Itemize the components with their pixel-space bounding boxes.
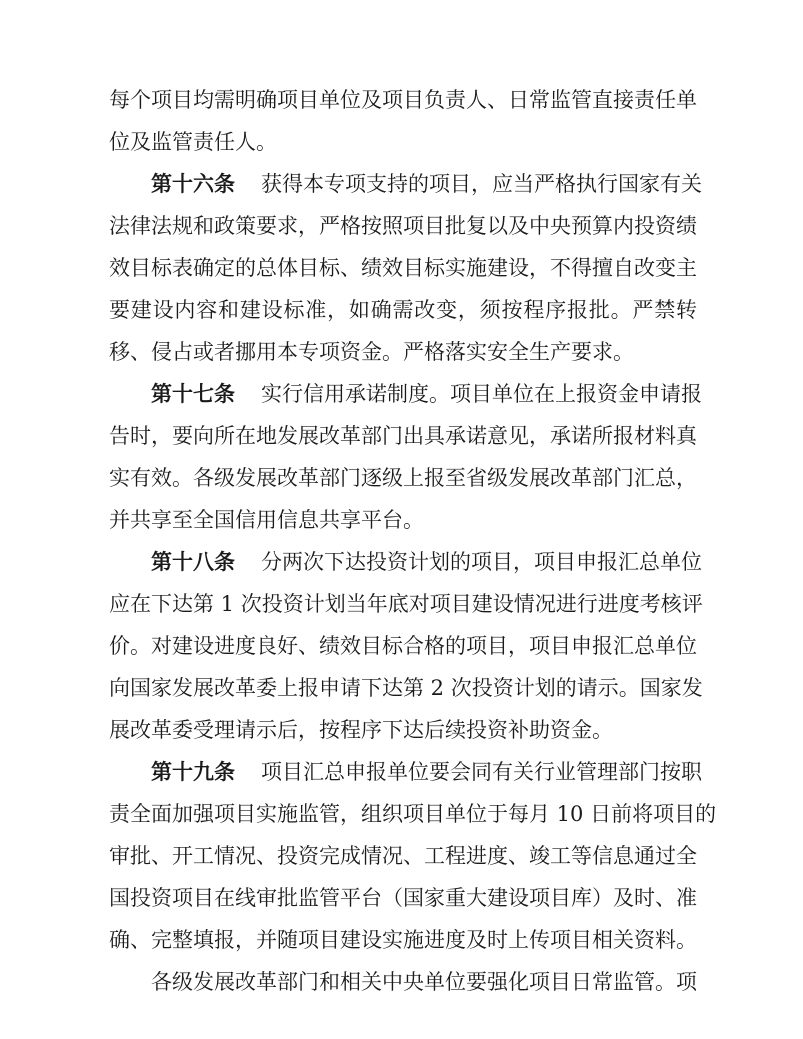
paragraph-line: 应在下达第 1 次投资计划当年底对项目建设情况进行进度考核评	[109, 592, 703, 616]
paragraph-line: 每个项目均需明确项目单位及项目负责人、日常监管直接责任单	[109, 88, 697, 112]
paragraph-line: 实有效。各级发展改革部门逐级上报至省级发展改革部门汇总，	[109, 466, 697, 490]
paragraph-line: 审批、开工情况、投资完成情况、工程进度、竣工等信息通过全	[109, 844, 697, 868]
paragraph-line: 各级发展改革部门和相关中央单位要强化项目日常监管。项	[151, 970, 697, 994]
paragraph-line: 要建设内容和建设标准，如确需改变，须按程序报批。严禁转	[109, 298, 697, 322]
paragraph-line: 法律法规和政策要求，严格按照项目批复以及中央预算内投资绩	[109, 214, 697, 238]
paragraph-line: 告时，要向所在地发展改革部门出具承诺意见，承诺所报材料真	[109, 424, 697, 448]
paragraph-line: 并共享至全国信用信息共享平台。	[109, 508, 424, 532]
article-19-label: 第十九条	[151, 760, 235, 784]
article-16-first-line	[151, 164, 702, 204]
paragraph-line: 确、完整填报，并随项目建设实施进度及时上传项目相关资料。	[109, 928, 697, 952]
paragraph-text: 实行信用承诺制度。项目单位在上报资金申请报	[261, 382, 702, 406]
paragraph-line: 移、侵占或者挪用本专项资金。严格落实安全生产要求。	[109, 340, 634, 364]
article-17-label: 第十七条	[151, 382, 235, 406]
paragraph-line: 向国家发展改革委上报申请下达第 2 次投资计划的请示。国家发	[109, 676, 703, 700]
paragraph-text: 项目汇总申报单位要会同有关行业管理部门按职	[261, 760, 702, 784]
article-16-label: 第十六条	[151, 172, 235, 196]
paragraph-text: 获得本专项支持的项目，应当严格执行国家有关	[261, 172, 702, 196]
article-18-first-line	[151, 542, 702, 582]
paragraph-line: 价。对建设进度良好、绩效目标合格的项目，项目申报汇总单位	[109, 634, 697, 658]
article-17-first-line	[151, 374, 702, 414]
paragraph-line: 展改革委受理请示后，按程序下达后续投资补助资金。	[109, 718, 613, 742]
paragraph-line: 位及监管责任人。	[109, 130, 277, 154]
paragraph-line: 效目标表确定的总体目标、绩效目标实施建设，不得擅自改变主	[109, 256, 697, 280]
paragraph-line: 责全面加强项目实施监管，组织项目单位于每月 10 日前将项目的	[109, 802, 717, 826]
paragraph-text: 分两次下达投资计划的项目，项目申报汇总单位	[261, 550, 702, 574]
article-19-first-line	[151, 752, 702, 792]
article-18-label: 第十八条	[151, 550, 235, 574]
paragraph-line: 国投资项目在线审批监管平台（国家重大建设项目库）及时、准	[109, 886, 697, 910]
